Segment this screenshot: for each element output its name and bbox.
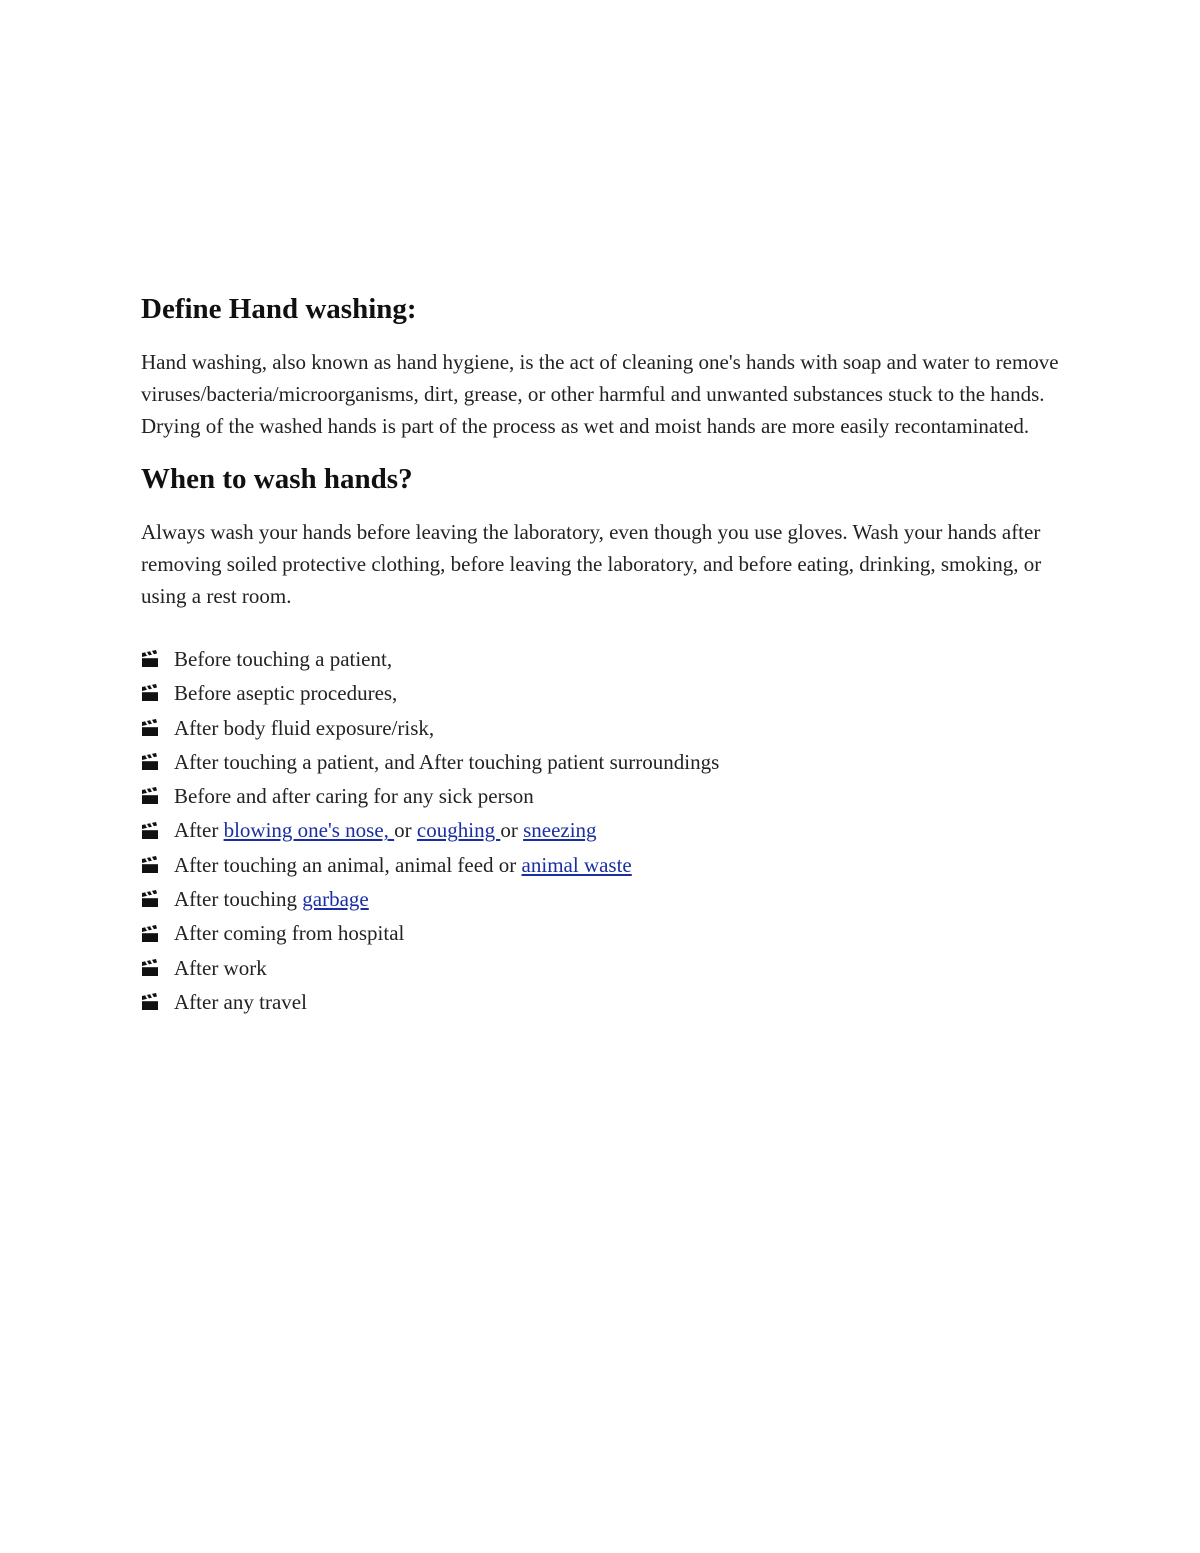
text-or: or (500, 818, 524, 843)
clapperboard-icon (141, 890, 159, 908)
list-item-text (174, 848, 632, 882)
list-item (141, 951, 1066, 985)
list-item-text: After work (174, 955, 267, 980)
link-coughing[interactable]: coughing (416, 818, 501, 843)
clapperboard-icon (141, 959, 159, 977)
clapperboard-icon (141, 993, 159, 1011)
list-item-text: After body fluid exposure/risk, (174, 715, 435, 740)
clapperboard-icon (141, 650, 159, 668)
list-item (141, 985, 1066, 1019)
when-list (141, 642, 1066, 1019)
clapperboard-icon (141, 856, 159, 874)
list-item-text: Before aseptic procedures, (174, 681, 398, 706)
list-item (141, 745, 1066, 779)
when-paragraph: Always wash your hands before leaving the laboratory, even though you use gloves. Wash your hands after removing soiled protective clothing, before leaving the laboratory, and before eating, drinking, smoking, or using a rest room. (141, 520, 1042, 608)
list-item (141, 676, 1066, 710)
document-page (141, 292, 1066, 1019)
list-item (141, 711, 1066, 745)
list-item-text: Before touching a patient, (174, 647, 393, 671)
text-prefix: After touching (174, 887, 303, 912)
clapperboard-icon (141, 684, 159, 702)
list-item (141, 882, 1066, 916)
clapperboard-icon (141, 822, 159, 840)
section-heading-define: Define Hand washing: (141, 293, 417, 325)
list-item-text (174, 882, 369, 916)
list-item-text: After coming from hospital (174, 921, 405, 946)
link-blowing-nose[interactable]: blowing one's nose, (223, 818, 395, 843)
clapperboard-icon (141, 925, 159, 943)
list-item (141, 916, 1066, 950)
link-animal-waste[interactable]: animal waste (521, 852, 632, 877)
link-sneezing[interactable]: sneezing (523, 818, 597, 843)
list-item (141, 779, 1066, 813)
definition-paragraph: Hand washing, also known as hand hygiene, is the act of cleaning one's hands with soap and water to remove viruses/bacteria/microorganisms, dirt, grease, or other harmful and unwanted substances stuck to the hands. Drying of the washed hands is part of the process as wet and moist hands are more easily recontaminated. (141, 350, 1059, 438)
list-item (141, 813, 1066, 847)
text-or: or (394, 818, 417, 843)
text-prefix: After (174, 818, 224, 843)
clapperboard-icon (141, 787, 159, 805)
list-item-text: After touching a patient, and After touching patient surroundings (174, 749, 720, 774)
text-prefix: After touching an animal, animal feed or (174, 852, 522, 877)
list-item (141, 642, 1066, 676)
link-garbage[interactable]: garbage (302, 887, 369, 912)
clapperboard-icon (141, 753, 159, 771)
list-item-text: After any travel (174, 989, 307, 1014)
list-item-text (174, 813, 597, 847)
clapperboard-icon (141, 719, 159, 737)
list-item-text: Before and after caring for any sick person (174, 784, 534, 809)
section-heading-when: When to wash hands? (141, 463, 413, 495)
list-item (141, 848, 1066, 882)
